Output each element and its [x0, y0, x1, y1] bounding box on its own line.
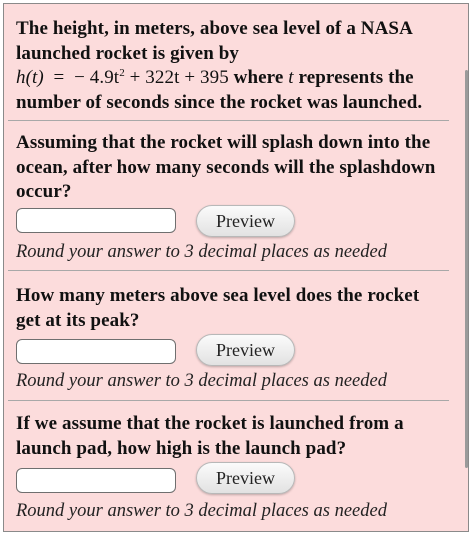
divider: [8, 120, 449, 121]
question-2-prompt: How many meters above sea level does the rocket get at its peak?: [16, 285, 420, 331]
divider: [8, 400, 449, 401]
problem-intro-text: The height, in meters, above sea level of a NASA launched rocket is given by: [16, 18, 412, 64]
question-1-prompt: Assuming that the rocket will splash down into the ocean, after how many seconds will the splashdown occur?: [16, 132, 436, 202]
question-3-preview-button[interactable]: Preview: [196, 462, 295, 494]
height-formula: h(t) = − $4.9t^2 + 322t + 395$: [16, 67, 229, 88]
question-1-answer-input[interactable]: [16, 208, 176, 233]
question-3-answer-input[interactable]: [16, 468, 176, 493]
problem-statement: [16, 17, 446, 115]
scrollbar[interactable]: [465, 70, 468, 468]
question-3-prompt: If we assume that the rocket is launched from a launch pad, how high is the launch pad?: [16, 413, 404, 459]
question-2-hint: Round your answer to 3 decimal places as needed: [16, 371, 387, 391]
question-2-answer-input[interactable]: [16, 339, 176, 364]
question-1-hint: Round your answer to 3 decimal places as needed: [16, 242, 387, 262]
divider: [8, 270, 449, 271]
problem-tail-text: represents the number of seconds since the rocket was launched.: [16, 67, 423, 113]
problem-where-text: where: [228, 67, 289, 88]
variable-t: t: [288, 67, 294, 88]
question-1-preview-button[interactable]: Preview: [196, 205, 295, 237]
question-3-hint: Round your answer to 3 decimal places as needed: [16, 501, 387, 521]
question-2-preview-button[interactable]: Preview: [196, 334, 295, 366]
